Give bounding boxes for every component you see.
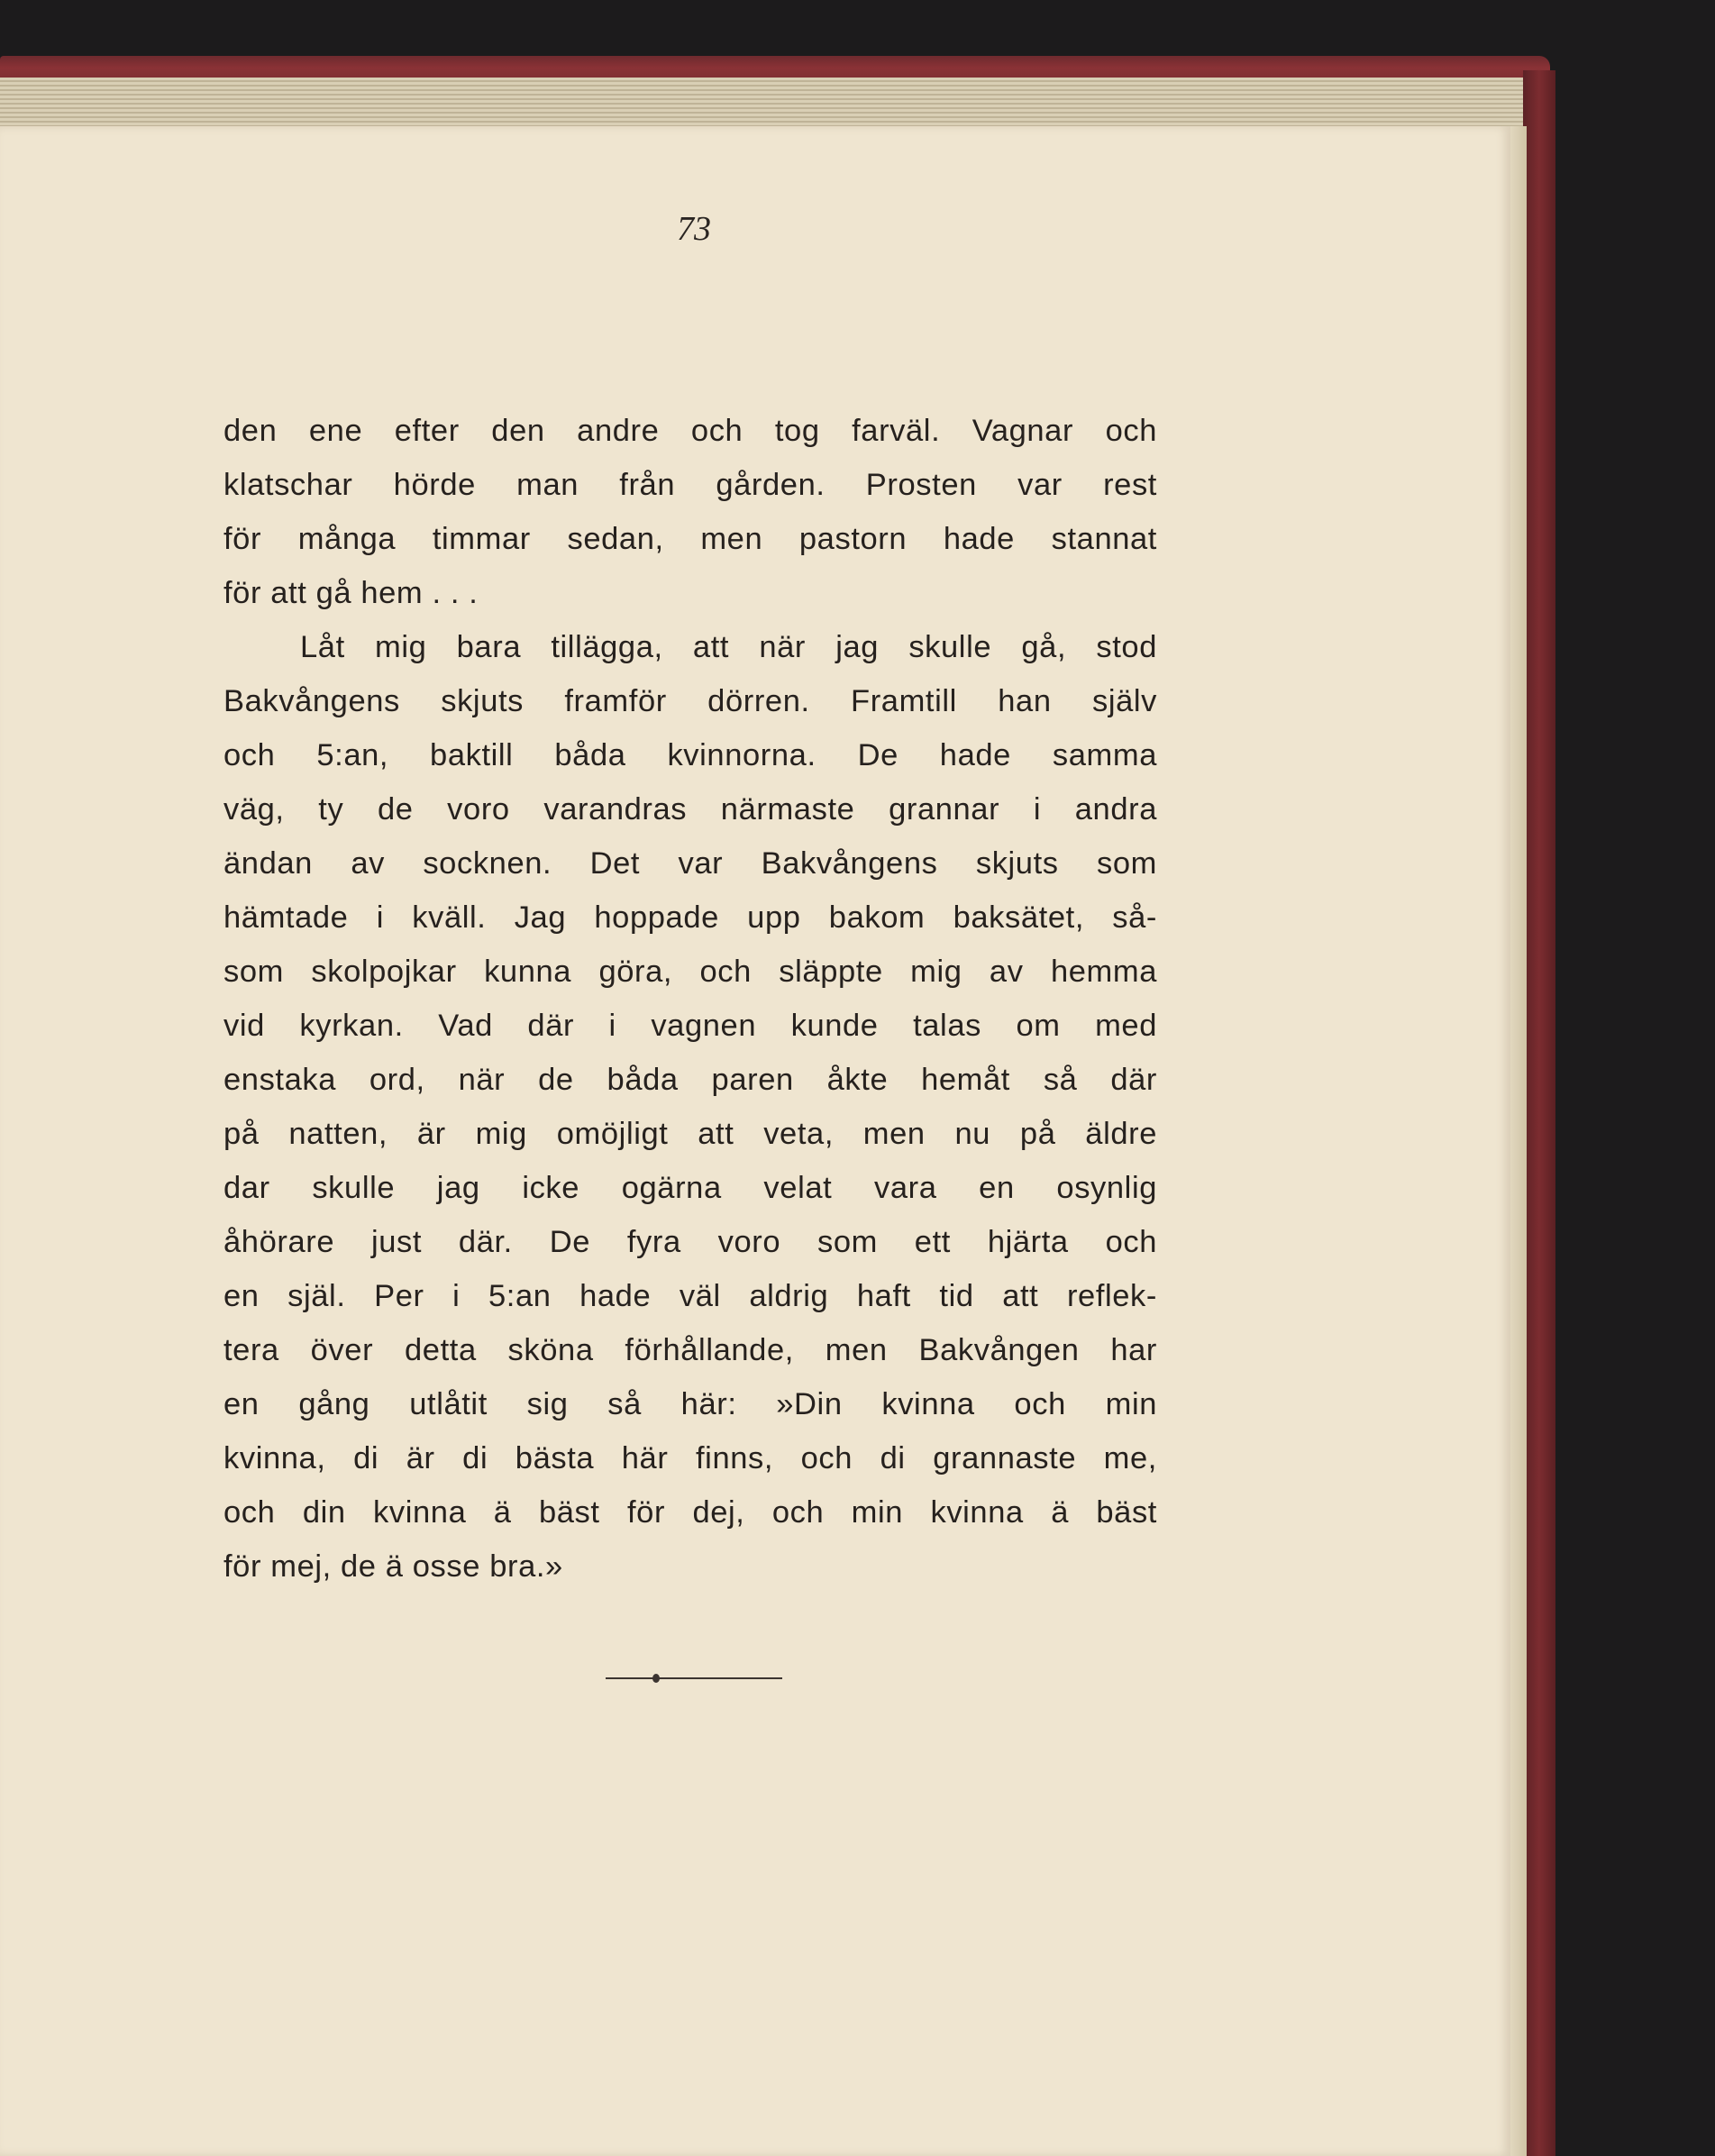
- text-line: för mej, de ä osse bra.»: [223, 1549, 563, 1584]
- ornament-rule: [606, 1677, 782, 1679]
- ornament-dot: [652, 1674, 660, 1683]
- text-line: kvinna, di är di bästa här finns, och di grannaste me,: [223, 1441, 1157, 1475]
- text-line: väg, ty de voro varandras närmaste grannar i andra: [223, 792, 1157, 827]
- text-line: en själ. Per i 5:an hade väl aldrig haft tid att reflek-: [223, 1279, 1157, 1313]
- text-line: för många timmar sedan, men pastorn hade stannat: [223, 522, 1157, 556]
- text-line: den ene efter den andre och tog farväl. Vagnar och: [223, 414, 1157, 448]
- text-line: på natten, är mig omöjligt att veta, men nu på äldre: [223, 1117, 1157, 1151]
- text-line: dar skulle jag icke ogärna velat vara en osynlig: [223, 1171, 1157, 1205]
- text-line: som skolpojkar kunna göra, och släppte mig av hemma: [223, 955, 1157, 989]
- text-line: åhörare just där. De fyra voro som ett hjärta och: [223, 1225, 1157, 1259]
- text-line: och 5:an, baktill båda kvinnorna. De hade samma: [223, 738, 1157, 772]
- section-end-ornament: [606, 1673, 782, 1684]
- body-text: [223, 404, 1157, 1594]
- page-number: 73: [677, 210, 711, 248]
- text-line: Bakvångens skjuts framför dörren. Framtill han själv: [223, 684, 1157, 718]
- page-stack-edges: [0, 78, 1523, 133]
- text-line: en gång utlåtit sig så här: »Din kvinna och min: [223, 1387, 1157, 1421]
- text-line: ändan av socknen. Det var Bakvångens skjuts som: [223, 846, 1157, 881]
- book-binding-right: [1523, 70, 1555, 2156]
- text-line: klatschar hörde man från gården. Prosten var rest: [223, 468, 1157, 502]
- text-line: hämtade i kväll. Jag hoppade upp bakom baksätet, så-: [223, 900, 1157, 935]
- text-line: tera över detta sköna förhållande, men Bakvången har: [223, 1333, 1157, 1367]
- text-line: och din kvinna ä bäst för dej, och min kvinna ä bäst: [223, 1495, 1157, 1530]
- text-line: enstaka ord, när de båda paren åkte hemåt så där: [223, 1063, 1157, 1097]
- text-line: vid kyrkan. Vad där i vagnen kunde talas om med: [223, 1009, 1157, 1043]
- text-line: för att gå hem . . .: [223, 576, 479, 610]
- text-line: Låt mig bara tillägga, att när jag skulle gå, stod: [300, 630, 1157, 664]
